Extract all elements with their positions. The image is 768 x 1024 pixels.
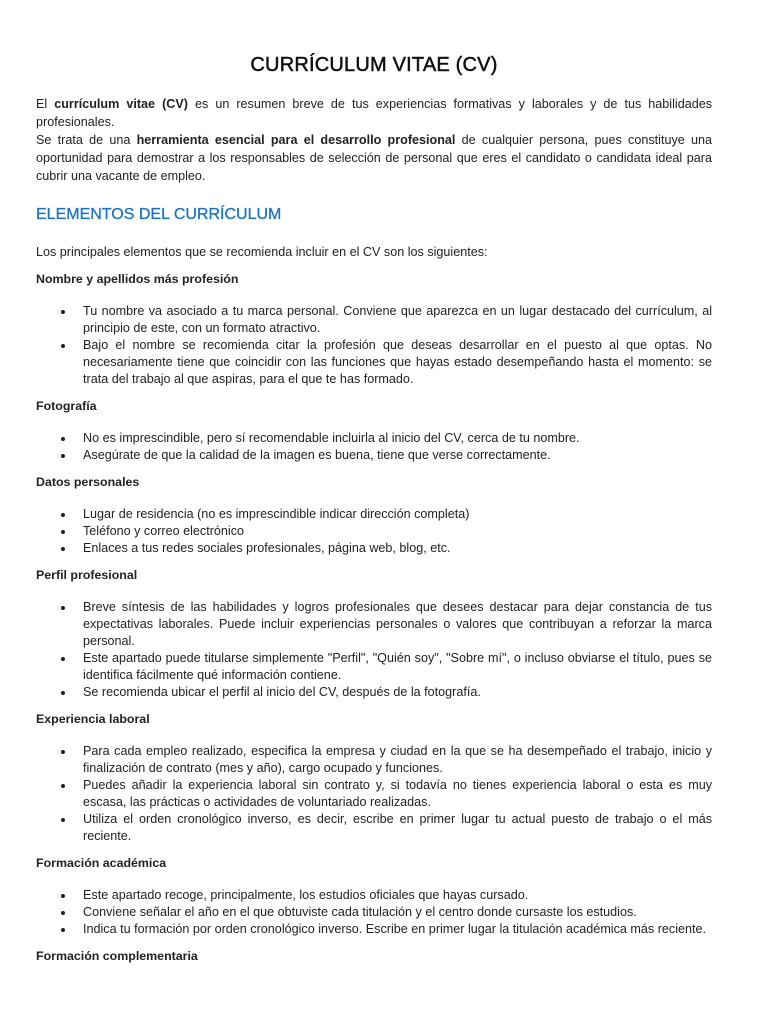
bullet-list — [36, 887, 712, 938]
subsection-heading: Datos personales — [36, 475, 140, 489]
list-item: Utiliza el orden cronológico inverso, es decir, escribe en primer lugar tu actual puesto de trabajo o el más reciente. — [36, 811, 712, 845]
intro-paragraph-1 — [36, 95, 712, 131]
list-item: Teléfono y correo electrónico — [36, 523, 712, 540]
bullet-list — [36, 430, 712, 464]
intro-paragraph-2 — [36, 131, 712, 185]
subsection-heading: Perfil profesional — [36, 568, 138, 582]
bullet-list — [36, 506, 712, 557]
list-item: Este apartado puede titularse simplemente "Perfil", "Quién soy", "Sobre mí", o incluso obviarse el título, pues se identifica fácilmente qué información contiene. — [36, 650, 712, 684]
intro-p1-text-end: es un resumen breve de tus experiencias formativas y laborales y de tus habilidades profesionales. — [36, 97, 713, 129]
list-item: Asegúrate de que la calidad de la imagen es buena, tiene que verse correctamente. — [36, 447, 712, 464]
list-item: Lugar de residencia (no es imprescindible indicar dirección completa) — [36, 506, 712, 523]
bullet-list — [36, 599, 712, 701]
section-heading: ELEMENTOS DEL CURRÍCULUM — [36, 206, 282, 223]
subsection-fotografia — [36, 397, 712, 464]
list-item: Indica tu formación por orden cronológico inverso. Escribe en primer lugar la titulación académica más reciente. — [36, 921, 712, 938]
subsection-heading: Fotografía — [36, 399, 97, 413]
subsection-heading: Nombre y apellidos más profesión — [36, 272, 239, 286]
intro-text — [36, 95, 712, 185]
intro-p2-text-end: de cualquier persona, pues constituye una oportunidad para demostrar a los responsables de selección de personal que eres el candidato o candidata ideal para cubrir una vacante de empleo. — [36, 133, 712, 183]
intro-p2-bold: herramienta esencial para el desarrollo profesional — [136, 133, 456, 147]
subsection-nombre — [36, 270, 712, 388]
list-item: Conviene señalar el año en el que obtuviste cada titulación y el centro donde cursaste los estudios. — [36, 904, 712, 921]
document-title: CURRÍCULUM VITAE (CV) — [250, 54, 498, 76]
subsection-experiencia-laboral — [36, 710, 712, 845]
intro-p1-text-start: El — [36, 97, 55, 111]
list-item: Para cada empleo realizado, especifica la empresa y ciudad en la que se ha desempeñado el trabajo, inicio y finalización de contrato (mes y año), cargo ocupado y funciones. — [36, 743, 712, 777]
subsection-formacion-complementaria — [36, 947, 712, 965]
bullet-list — [36, 743, 712, 845]
list-item: Puedes añadir la experiencia laboral sin contrato y, si todavía no tienes experiencia laboral o esta es muy escasa, las prácticas o actividades de voluntariado realizadas. — [36, 777, 712, 811]
intro-p2-text-start: Se trata de una — [36, 133, 137, 147]
subsection-heading: Formación complementaria — [36, 949, 198, 963]
subsection-datos-personales — [36, 473, 712, 557]
subsection-heading: Experiencia laboral — [36, 712, 150, 726]
section-lead: Los principales elementos que se recomienda incluir en el CV son los siguientes: — [36, 245, 488, 259]
list-item: Bajo el nombre se recomienda citar la profesión que deseas desarrollar en el puesto al que optas. No necesariamente tiene que coincidir con las funciones que hayas estado desempeñando hasta el momento: se trata del trabajo al que aspiras, para el que te has formado. — [36, 337, 712, 388]
list-item: Se recomienda ubicar el perfil al inicio del CV, después de la fotografía. — [36, 684, 712, 701]
intro-p1-bold: currículum vitae (CV) — [54, 97, 188, 111]
list-item: No es imprescindible, pero sí recomendable incluirla al inicio del CV, cerca de tu nombre. — [36, 430, 712, 447]
subsection-perfil-profesional — [36, 566, 712, 701]
bullet-list — [36, 303, 712, 388]
list-item: Breve síntesis de las habilidades y logros profesionales que desees destacar para dejar constancia de tus expectativas laborales. Puede incluir experiencias personales o valores que contribuyan a reforzar la marca personal. — [36, 599, 712, 650]
subsection-heading: Formación académica — [36, 856, 167, 870]
list-item: Enlaces a tus redes sociales profesionales, página web, blog, etc. — [36, 540, 712, 557]
list-item: Tu nombre va asociado a tu marca personal. Conviene que aparezca en un lugar destacado del currículum, al principio de este, con un formato atractivo. — [36, 303, 712, 337]
list-item: Este apartado recoge, principalmente, los estudios oficiales que hayas cursado. — [36, 887, 712, 904]
subsection-formacion-academica — [36, 854, 712, 938]
